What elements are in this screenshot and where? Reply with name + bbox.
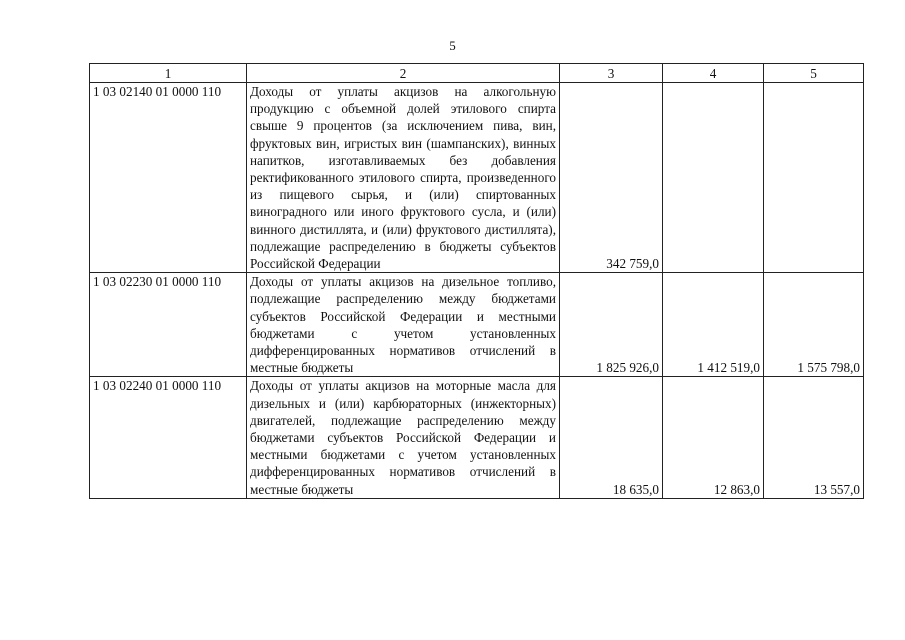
value-col3-cell: 1 825 926,0 (560, 273, 663, 377)
value-col4-cell: 1 412 519,0 (663, 273, 764, 377)
value-col4-cell: 12 863,0 (663, 377, 764, 498)
table-row (90, 83, 864, 273)
column-header-2: 2 (247, 64, 560, 83)
value-col5-cell (764, 83, 864, 273)
revenue-name-cell: Доходы от уплаты акцизов на алкогольную продукцию с объемной долей этилового спирта свыше 9 процентов (за исключением пива, вин, фруктовых вин, игристых вин (шампанских), винных напитков, изготавливаемых без добавления ректификованного этилового спирта, произведенного из пищевого сырья, и (или) спиртованных виноградного или иного фруктового сусла, и (или) винного дистиллята, и (или) фруктового дистиллята), подлежащие распределению в бюджеты субъектов Российской Федерации (247, 83, 560, 273)
budget-revenue-table (89, 63, 864, 499)
value-col3-cell: 18 635,0 (560, 377, 663, 498)
value-col4-cell (663, 83, 764, 273)
column-header-4: 4 (663, 64, 764, 83)
page-number: 5 (449, 38, 456, 53)
revenue-code-cell: 1 03 02240 01 0000 110 (90, 377, 247, 498)
revenue-name-cell: Доходы от уплаты акцизов на моторные масла для дизельных и (или) карбюраторных (инжекторных) двигателей, подлежащие распределению между бюджетами субъектов Российской Федерации и местными бюджетами с учетом установленных дифференцированных нормативов отчислений в местные бюджеты (247, 377, 560, 498)
revenue-code-cell: 1 03 02230 01 0000 110 (90, 273, 247, 377)
value-col5-cell: 13 557,0 (764, 377, 864, 498)
column-header-1: 1 (90, 64, 247, 83)
revenue-name-cell: Доходы от уплаты акцизов на дизельное топливо, подлежащие распределению между бюджетами субъектов Российской Федерации и местными бюджетами с учетом установленных дифференцированных нормативов отчислений в местные бюджеты (247, 273, 560, 377)
column-header-5: 5 (764, 64, 864, 83)
table-header-row (90, 64, 864, 83)
table-row (90, 273, 864, 377)
table-row (90, 377, 864, 498)
value-col3-cell: 342 759,0 (560, 83, 663, 273)
value-col5-cell: 1 575 798,0 (764, 273, 864, 377)
revenue-code-cell: 1 03 02140 01 0000 110 (90, 83, 247, 273)
column-header-3: 3 (560, 64, 663, 83)
